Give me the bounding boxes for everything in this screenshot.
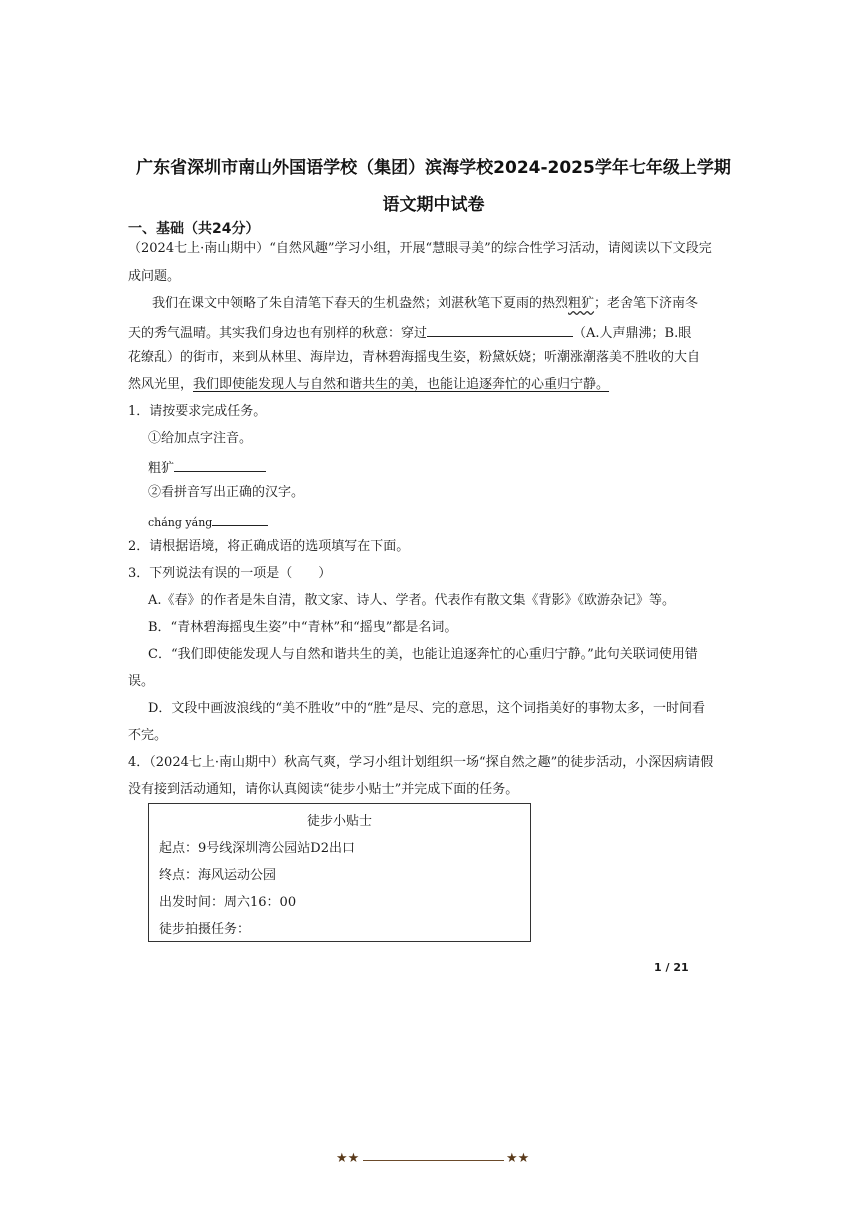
hiking-tips-box <box>148 803 531 942</box>
box-title: 徒步小贴士 <box>306 814 372 829</box>
footer-stars-left: ★★ <box>336 1151 360 1166</box>
underlined-sentence: 我们即使能发现人与自然和谐共生的美，也能让追逐奔忙的心重归宁静。 <box>193 377 610 392</box>
question-1-sub1-answer <box>148 457 266 478</box>
question-1-stem: 1．请按要求完成任务。 <box>128 404 267 419</box>
box-start-point: 起点：9号线深圳湾公园站D2出口 <box>159 841 355 856</box>
option-d-line-1: D．文段中画波浪线的“美不胜收”中的“胜”是尽、完的意思，这个词指美好的事物太多，一时间看 <box>148 701 706 716</box>
passage-text: ；老舍笔下济南冬 <box>594 296 699 311</box>
answer-blank[interactable] <box>427 322 573 337</box>
pinyin: cháng yáng <box>148 516 213 529</box>
intro-line-2: 成问题。 <box>128 269 181 284</box>
passage-line-2 <box>128 322 691 343</box>
answer-blank[interactable] <box>212 511 268 526</box>
question-4-line-2: 没有接到活动通知，请你认真阅读“徒步小贴士”并完成下面的任务。 <box>128 782 519 797</box>
question-2: 2．请根据语境，将正确成语的选项填写在下面。 <box>128 539 410 554</box>
dotted-word: 粗犷 <box>148 461 175 476</box>
exam-title-line1: 广东省深圳市南山外国语学校（集团）滨海学校2024-2025学年七年级上学期 <box>136 158 731 178</box>
passage-line-4 <box>128 376 609 394</box>
exam-title-line2: 语文期中试卷 <box>382 195 485 215</box>
question-1-sub2: ②看拼音写出正确的汉字。 <box>148 485 305 500</box>
option-d-line-2: 不完。 <box>128 728 168 743</box>
intro-line-1: （2024七上·南山期中）“自然风趣”学习小组，开展“慧眼寻美”的综合性学习活动，请阅读以下文段完 <box>128 241 712 256</box>
passage-text: 天的秀气温晴。其实我们身边也有别样的秋意：穿过 <box>128 326 428 341</box>
answer-blank[interactable] <box>174 457 266 472</box>
option-b: B．“青林碧海摇曳生姿”中“青林”和“摇曳”都是名词。 <box>148 620 458 635</box>
dotted-word: 粗犷 <box>568 296 595 311</box>
passage-text: 然风光里， <box>128 377 194 392</box>
passage-text: （A.人声鼎沸；B.眼 <box>573 326 692 341</box>
passage-text: 我们在课文中领略了朱自清笔下春天的生机盎然；刘湛秋笔下夏雨的热烈 <box>152 296 569 311</box>
section-heading: 一、基础（共24分） <box>128 221 260 237</box>
question-1-sub2-answer <box>148 511 268 532</box>
question-1-sub1: ①给加点字注音。 <box>148 431 253 446</box>
question-4-line-1: 4．（2024七上·南山期中）秋高气爽，学习小组计划组织一场“探自然之趣”的徒步活动，小深因病请假 <box>128 755 714 770</box>
option-c-line-2: 误。 <box>128 674 155 689</box>
page-number: 1 / 21 <box>654 961 689 974</box>
box-photo-task: 徒步拍摄任务： <box>159 922 251 937</box>
passage-line-1 <box>152 295 698 313</box>
option-a: A.《春》的作者是朱自清，散文家、诗人、学者。代表作有散文集《背影》《欧游杂记》等。 <box>148 593 676 608</box>
footer-ornament <box>336 1151 532 1169</box>
question-3-stem: 3．下列说法有误的一项是（ ） <box>128 566 332 581</box>
box-departure-time: 出发时间：周六16：00 <box>159 895 297 910</box>
option-c-line-1: C．“我们即使能发现人与自然和谐共生的美，也能让追逐奔忙的心重归宁静。”此句关联词使用错 <box>148 647 698 662</box>
footer-rule <box>363 1160 504 1161</box>
passage-line-3: 花缭乱）的街市，来到从林里、海岸边，青林碧海摇曳生姿，粉黛妖娆；听潮涨潮落美不胜收的大自 <box>128 350 701 365</box>
footer-stars-right: ★★ <box>506 1151 530 1166</box>
box-end-point: 终点：海风运动公园 <box>159 868 277 883</box>
